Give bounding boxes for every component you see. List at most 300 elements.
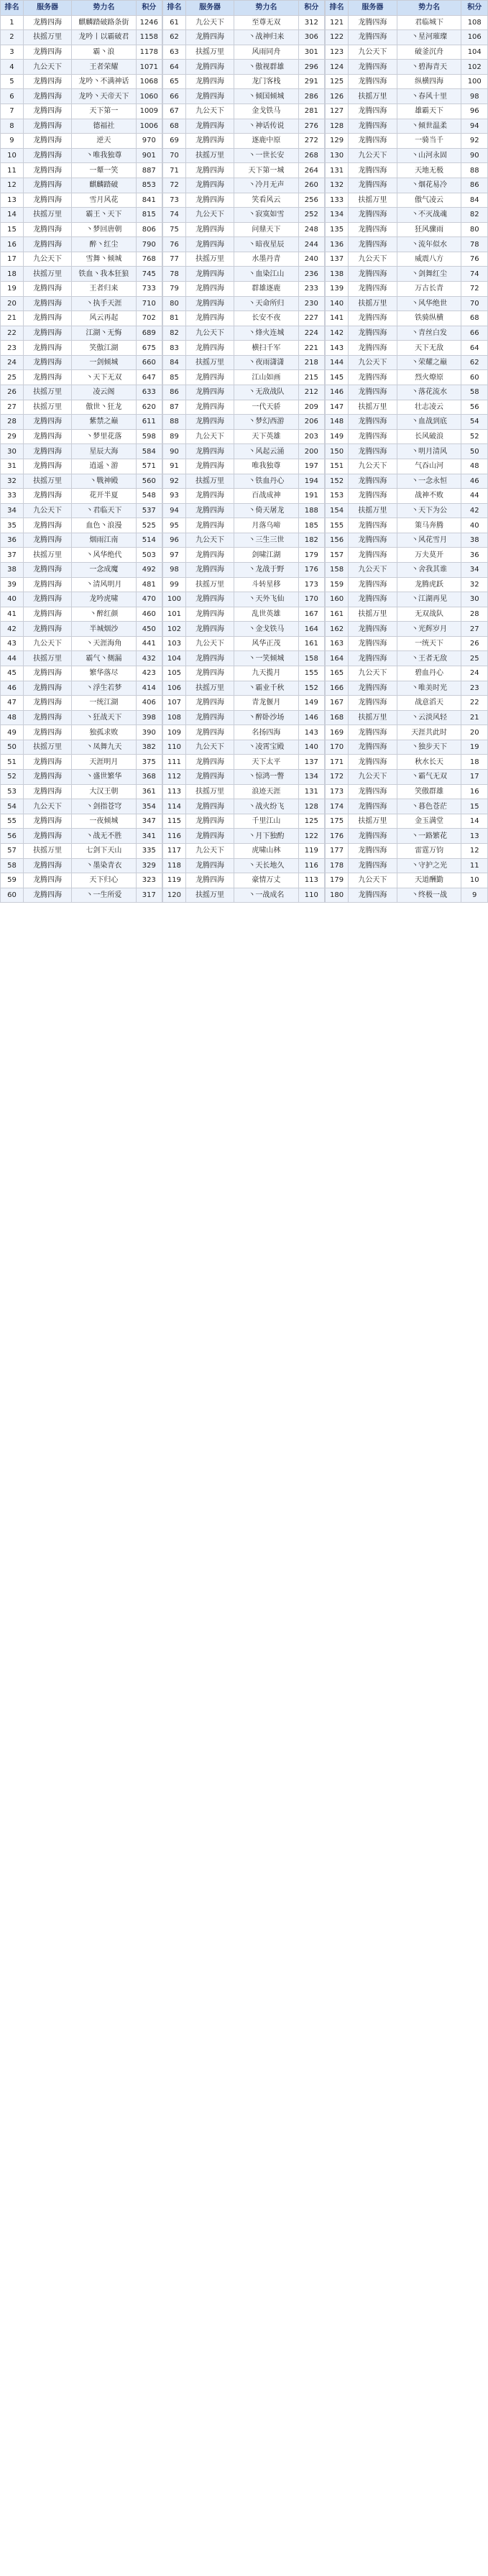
table-row — [326, 533, 488, 548]
score-cell: 54 — [461, 415, 488, 430]
score-cell: 27 — [461, 622, 488, 637]
server-cell: 九公天下 — [185, 326, 234, 341]
server-cell: 扶摇万里 — [185, 681, 234, 696]
score-cell: 86 — [461, 178, 488, 193]
server-cell: 龙腾四海 — [185, 725, 234, 740]
faction-name-cell: 丶梦幻西游 — [234, 415, 298, 430]
server-cell: 龙腾四海 — [185, 651, 234, 666]
score-cell: 252 — [298, 208, 324, 223]
faction-name-cell: 龙吟虎啸 — [72, 592, 136, 607]
server-cell: 龙腾四海 — [349, 178, 397, 193]
rank-cell: 83 — [163, 341, 186, 356]
server-cell: 龙腾四海 — [349, 429, 397, 444]
score-cell: 82 — [461, 208, 488, 223]
server-cell: 龙腾四海 — [23, 681, 71, 696]
rank-cell: 137 — [326, 252, 349, 267]
faction-name-cell: 丶烟花易冷 — [397, 178, 461, 193]
table-row — [163, 89, 325, 104]
score-cell: 203 — [298, 429, 324, 444]
faction-name-cell: 丶一念永恒 — [397, 474, 461, 489]
faction-name-cell: 乱世英雄 — [234, 607, 298, 622]
server-cell: 扶摇万里 — [185, 474, 234, 489]
server-cell: 龙腾四海 — [349, 311, 397, 326]
faction-name-cell: 丶光辉岁月 — [397, 622, 461, 637]
rank-cell: 51 — [1, 755, 24, 770]
server-cell: 九公天下 — [185, 208, 234, 223]
faction-name-cell: 群雄逐鹿 — [234, 281, 298, 296]
header-rank: 排名 — [163, 1, 186, 16]
server-cell: 龙腾四海 — [185, 755, 234, 770]
server-cell: 九公天下 — [349, 355, 397, 370]
table-row — [326, 784, 488, 799]
score-cell: 276 — [298, 119, 324, 134]
faction-name-cell: 碧血丹心 — [397, 666, 461, 681]
server-cell: 龙腾四海 — [349, 222, 397, 237]
rank-cell: 94 — [163, 503, 186, 518]
faction-name-cell: 丶盛世繁华 — [72, 770, 136, 785]
score-cell: 206 — [298, 415, 324, 430]
table-row — [1, 296, 162, 311]
table-row — [163, 710, 325, 725]
score-cell: 221 — [298, 341, 324, 356]
faction-name-cell: 天道酬勤 — [397, 873, 461, 888]
table-row — [1, 755, 162, 770]
server-cell: 龙腾四海 — [23, 829, 71, 844]
rank-cell: 166 — [326, 681, 349, 696]
server-cell: 龙腾四海 — [185, 770, 234, 785]
header-score: 积分 — [461, 1, 488, 16]
faction-name-cell: 丶天长地久 — [234, 858, 298, 873]
faction-name-cell: 丶风华绝世 — [397, 296, 461, 311]
rank-cell: 80 — [163, 296, 186, 311]
table-row — [1, 666, 162, 681]
faction-name-cell: 君临城下 — [397, 15, 461, 30]
server-cell: 龙腾四海 — [349, 681, 397, 696]
rank-cell: 32 — [1, 474, 24, 489]
rank-cell: 92 — [163, 474, 186, 489]
score-cell: 212 — [298, 385, 324, 400]
server-cell: 扶摇万里 — [349, 710, 397, 725]
faction-name-cell: 大汉王朝 — [72, 784, 136, 799]
faction-name-cell: 丶天下为公 — [397, 503, 461, 518]
table-row — [163, 814, 325, 829]
table-row — [1, 622, 162, 637]
faction-name-cell: 丶龙战于野 — [234, 562, 298, 577]
score-cell: 46 — [461, 474, 488, 489]
score-cell: 21 — [461, 710, 488, 725]
score-cell: 406 — [136, 696, 162, 711]
rank-cell: 107 — [163, 696, 186, 711]
score-cell: 23 — [461, 681, 488, 696]
faction-name-cell: 丶天外飞仙 — [234, 592, 298, 607]
rank-cell: 29 — [1, 429, 24, 444]
rank-cell: 142 — [326, 326, 349, 341]
table-row — [163, 311, 325, 326]
table-row — [163, 355, 325, 370]
faction-name-cell: 丶守护之光 — [397, 858, 461, 873]
score-cell: 72 — [461, 281, 488, 296]
rank-cell: 118 — [163, 858, 186, 873]
score-cell: 710 — [136, 296, 162, 311]
faction-name-cell: 天下第一 — [72, 104, 136, 119]
score-cell: 108 — [461, 15, 488, 30]
faction-name-cell: 豪情万丈 — [234, 873, 298, 888]
table-row — [1, 178, 162, 193]
server-cell: 九公天下 — [23, 503, 71, 518]
table-row — [1, 858, 162, 873]
server-cell: 九公天下 — [185, 15, 234, 30]
score-cell: 382 — [136, 740, 162, 755]
table-row — [326, 148, 488, 163]
table-row — [1, 843, 162, 858]
table-row — [326, 755, 488, 770]
faction-name-cell: 丶荣耀之巅 — [397, 355, 461, 370]
score-cell: 390 — [136, 725, 162, 740]
faction-name-cell: 七剑下天山 — [72, 843, 136, 858]
score-cell: 9 — [461, 888, 488, 903]
faction-name-cell: 星辰大海 — [72, 444, 136, 459]
score-cell: 76 — [461, 252, 488, 267]
rank-cell: 52 — [1, 770, 24, 785]
table-row — [1, 533, 162, 548]
rank-cell: 132 — [326, 178, 349, 193]
score-cell: 18 — [461, 755, 488, 770]
table-row — [163, 237, 325, 252]
rank-cell: 105 — [163, 666, 186, 681]
server-cell: 龙腾四海 — [185, 444, 234, 459]
rank-cell: 141 — [326, 311, 349, 326]
server-cell: 龙腾四海 — [349, 326, 397, 341]
table-row — [163, 562, 325, 577]
table-row — [163, 681, 325, 696]
table-row — [1, 104, 162, 119]
faction-name-cell: 逐鹿中原 — [234, 134, 298, 149]
server-cell: 龙腾四海 — [349, 370, 397, 385]
rank-cell: 20 — [1, 296, 24, 311]
rank-cell: 85 — [163, 370, 186, 385]
table-row — [163, 829, 325, 844]
rank-cell: 110 — [163, 740, 186, 755]
faction-name-cell: 丶独步天下 — [397, 740, 461, 755]
rank-cell: 59 — [1, 873, 24, 888]
table-row — [163, 267, 325, 282]
server-cell: 龙腾四海 — [185, 829, 234, 844]
table-row — [326, 858, 488, 873]
score-cell: 80 — [461, 222, 488, 237]
score-cell: 970 — [136, 134, 162, 149]
rank-cell: 88 — [163, 415, 186, 430]
score-cell: 96 — [461, 104, 488, 119]
rank-cell: 7 — [1, 104, 24, 119]
rank-cell: 47 — [1, 696, 24, 711]
table-row — [326, 326, 488, 341]
faction-name-cell: 纵横四海 — [397, 74, 461, 89]
score-cell: 887 — [136, 163, 162, 178]
server-cell: 龙腾四海 — [23, 15, 71, 30]
score-cell: 146 — [298, 710, 324, 725]
faction-name-cell: 傲世丶狂龙 — [72, 400, 136, 415]
rank-cell: 38 — [1, 562, 24, 577]
table-row — [326, 577, 488, 592]
faction-name-cell: 雪舞丶倾城 — [72, 252, 136, 267]
server-cell: 扶摇万里 — [23, 651, 71, 666]
header-faction: 势力名 — [397, 1, 461, 16]
rank-cell: 66 — [163, 89, 186, 104]
server-cell: 扶摇万里 — [185, 888, 234, 903]
server-cell: 扶摇万里 — [23, 385, 71, 400]
faction-name-cell: 丶清风明月 — [72, 577, 136, 592]
score-cell: 60 — [461, 370, 488, 385]
rank-cell: 50 — [1, 740, 24, 755]
faction-name-cell: 一统天下 — [397, 636, 461, 651]
score-cell: 620 — [136, 400, 162, 415]
rank-cell: 62 — [163, 30, 186, 45]
table-row — [1, 370, 162, 385]
rank-cell: 151 — [326, 459, 349, 474]
rank-cell: 100 — [163, 592, 186, 607]
table-row — [326, 30, 488, 45]
server-cell: 九公天下 — [349, 770, 397, 785]
score-cell: 197 — [298, 459, 324, 474]
table-row — [326, 119, 488, 134]
server-cell: 龙腾四海 — [185, 873, 234, 888]
header-row — [163, 1, 325, 16]
header-server: 服务器 — [185, 1, 234, 16]
rank-cell: 143 — [326, 341, 349, 356]
faction-name-cell: 龙吟丨以霸破君 — [72, 30, 136, 45]
score-cell: 901 — [136, 148, 162, 163]
table-row — [326, 429, 488, 444]
server-cell: 龙腾四海 — [185, 607, 234, 622]
rank-cell: 149 — [326, 429, 349, 444]
faction-name-cell: 天涯共此时 — [397, 725, 461, 740]
server-cell: 龙腾四海 — [349, 474, 397, 489]
server-cell: 扶摇万里 — [349, 814, 397, 829]
score-cell: 191 — [298, 489, 324, 504]
score-cell: 56 — [461, 400, 488, 415]
score-cell: 98 — [461, 89, 488, 104]
table-row — [163, 592, 325, 607]
server-cell: 龙腾四海 — [23, 622, 71, 637]
faction-name-cell: 无双战队 — [397, 607, 461, 622]
table-row — [1, 651, 162, 666]
rank-cell: 79 — [163, 281, 186, 296]
faction-name-cell: 繁华落尽 — [72, 666, 136, 681]
table-row — [1, 696, 162, 711]
score-cell: 306 — [298, 30, 324, 45]
faction-name-cell: 丶夜雨潇潇 — [234, 355, 298, 370]
header-score: 积分 — [298, 1, 324, 16]
table-row — [163, 533, 325, 548]
faction-name-cell: 丶倾国倾城 — [234, 89, 298, 104]
faction-name-cell: 水墨丹青 — [234, 252, 298, 267]
table-row — [326, 592, 488, 607]
faction-name-cell: 丶明月清风 — [397, 444, 461, 459]
faction-name-cell: 丶一战成名 — [234, 888, 298, 903]
rank-cell: 77 — [163, 252, 186, 267]
table-row — [326, 666, 488, 681]
faction-name-cell: 丶君临天下 — [72, 503, 136, 518]
table-row — [163, 518, 325, 533]
rank-cell: 21 — [1, 311, 24, 326]
server-cell: 九公天下 — [185, 104, 234, 119]
table-row — [1, 208, 162, 223]
rank-cell: 155 — [326, 518, 349, 533]
score-cell: 48 — [461, 459, 488, 474]
rank-cell: 69 — [163, 134, 186, 149]
rank-cell: 15 — [1, 222, 24, 237]
server-cell: 扶摇万里 — [349, 193, 397, 208]
faction-name-cell: 丶凤舞九天 — [72, 740, 136, 755]
table-row — [326, 134, 488, 149]
score-cell: 58 — [461, 385, 488, 400]
score-cell: 537 — [136, 503, 162, 518]
score-cell: 256 — [298, 193, 324, 208]
server-cell: 龙腾四海 — [185, 548, 234, 563]
score-cell: 149 — [298, 696, 324, 711]
score-cell: 185 — [298, 518, 324, 533]
table-row — [163, 607, 325, 622]
score-cell: 194 — [298, 474, 324, 489]
faction-name-cell: 丶惊鸿一瞥 — [234, 770, 298, 785]
score-cell: 70 — [461, 296, 488, 311]
table-row — [163, 341, 325, 356]
rank-cell: 97 — [163, 548, 186, 563]
table-row — [1, 311, 162, 326]
faction-name-cell: 九天揽月 — [234, 666, 298, 681]
rank-cell: 138 — [326, 267, 349, 282]
rank-cell: 133 — [326, 193, 349, 208]
score-cell: 16 — [461, 784, 488, 799]
table-row — [326, 60, 488, 75]
table-row — [326, 474, 488, 489]
table-row — [1, 222, 162, 237]
score-cell: 354 — [136, 799, 162, 814]
table-row — [1, 829, 162, 844]
faction-name-cell: 丶一生所爱 — [72, 888, 136, 903]
score-cell: 1009 — [136, 104, 162, 119]
table-row — [326, 252, 488, 267]
server-cell: 龙腾四海 — [23, 237, 71, 252]
rank-cell: 140 — [326, 296, 349, 311]
score-cell: 17 — [461, 770, 488, 785]
score-cell: 36 — [461, 548, 488, 563]
server-cell: 龙腾四海 — [349, 163, 397, 178]
rank-cell: 148 — [326, 415, 349, 430]
server-cell: 扶摇万里 — [23, 843, 71, 858]
rank-cell: 124 — [326, 60, 349, 75]
faction-name-cell: 笑傲群雄 — [397, 784, 461, 799]
server-cell: 龙腾四海 — [23, 725, 71, 740]
rank-cell: 179 — [326, 873, 349, 888]
score-cell: 84 — [461, 193, 488, 208]
table-row — [163, 858, 325, 873]
ranking-table — [325, 0, 488, 903]
faction-name-cell: 丶霸业千秋 — [234, 681, 298, 696]
rank-cell: 172 — [326, 770, 349, 785]
rank-cell: 109 — [163, 725, 186, 740]
server-cell: 龙腾四海 — [23, 858, 71, 873]
score-cell: 481 — [136, 577, 162, 592]
table-row — [1, 474, 162, 489]
score-cell: 647 — [136, 370, 162, 385]
table-row — [326, 799, 488, 814]
table-row — [1, 89, 162, 104]
table-row — [326, 681, 488, 696]
faction-name-cell: 霸丶浪 — [72, 45, 136, 60]
table-row — [1, 489, 162, 504]
score-cell: 102 — [461, 60, 488, 75]
score-cell: 110 — [298, 888, 324, 903]
rank-cell: 104 — [163, 651, 186, 666]
rank-cell: 154 — [326, 503, 349, 518]
table-row — [1, 429, 162, 444]
server-cell: 九公天下 — [23, 799, 71, 814]
rank-cell: 74 — [163, 208, 186, 223]
score-cell: 317 — [136, 888, 162, 903]
rank-cell: 82 — [163, 326, 186, 341]
table-row — [326, 400, 488, 415]
table-row — [163, 60, 325, 75]
faction-name-cell: 丶天下无双 — [72, 370, 136, 385]
table-row — [326, 296, 488, 311]
rank-cell: 115 — [163, 814, 186, 829]
server-cell: 龙腾四海 — [349, 622, 397, 637]
faction-name-cell: 秋水长天 — [397, 755, 461, 770]
table-row — [1, 281, 162, 296]
faction-name-cell: 丶唯我独尊 — [72, 148, 136, 163]
score-cell: 62 — [461, 355, 488, 370]
score-cell: 64 — [461, 341, 488, 356]
score-cell: 268 — [298, 148, 324, 163]
faction-name-cell: 丶战火纷飞 — [234, 799, 298, 814]
rank-cell: 96 — [163, 533, 186, 548]
rank-cell: 42 — [1, 622, 24, 637]
score-cell: 560 — [136, 474, 162, 489]
rank-cell: 81 — [163, 311, 186, 326]
faction-name-cell: 丶终极一战 — [397, 888, 461, 903]
table-row — [1, 134, 162, 149]
server-cell: 龙腾四海 — [349, 636, 397, 651]
faction-name-cell: 丶战无不胜 — [72, 829, 136, 844]
score-cell: 42 — [461, 503, 488, 518]
table-row — [1, 341, 162, 356]
server-cell: 龙腾四海 — [349, 119, 397, 134]
table-row — [1, 400, 162, 415]
rank-cell: 60 — [1, 888, 24, 903]
rank-cell: 49 — [1, 725, 24, 740]
server-cell: 龙腾四海 — [185, 134, 234, 149]
table-row — [163, 400, 325, 415]
table-row — [163, 415, 325, 430]
faction-name-cell: 傲气凌云 — [397, 193, 461, 208]
server-cell: 龙腾四海 — [185, 562, 234, 577]
table-row — [1, 562, 162, 577]
table-row — [1, 267, 162, 282]
score-cell: 335 — [136, 843, 162, 858]
score-cell: 13 — [461, 829, 488, 844]
server-cell: 龙腾四海 — [185, 592, 234, 607]
faction-name-cell: 斗转星移 — [234, 577, 298, 592]
score-cell: 611 — [136, 415, 162, 430]
faction-name-cell: 丶醉卧沙场 — [234, 710, 298, 725]
rank-cell: 71 — [163, 163, 186, 178]
rank-cell: 61 — [163, 15, 186, 30]
rank-cell: 57 — [1, 843, 24, 858]
rank-cell: 68 — [163, 119, 186, 134]
faction-name-cell: 丶战神归来 — [234, 30, 298, 45]
table-row — [1, 326, 162, 341]
